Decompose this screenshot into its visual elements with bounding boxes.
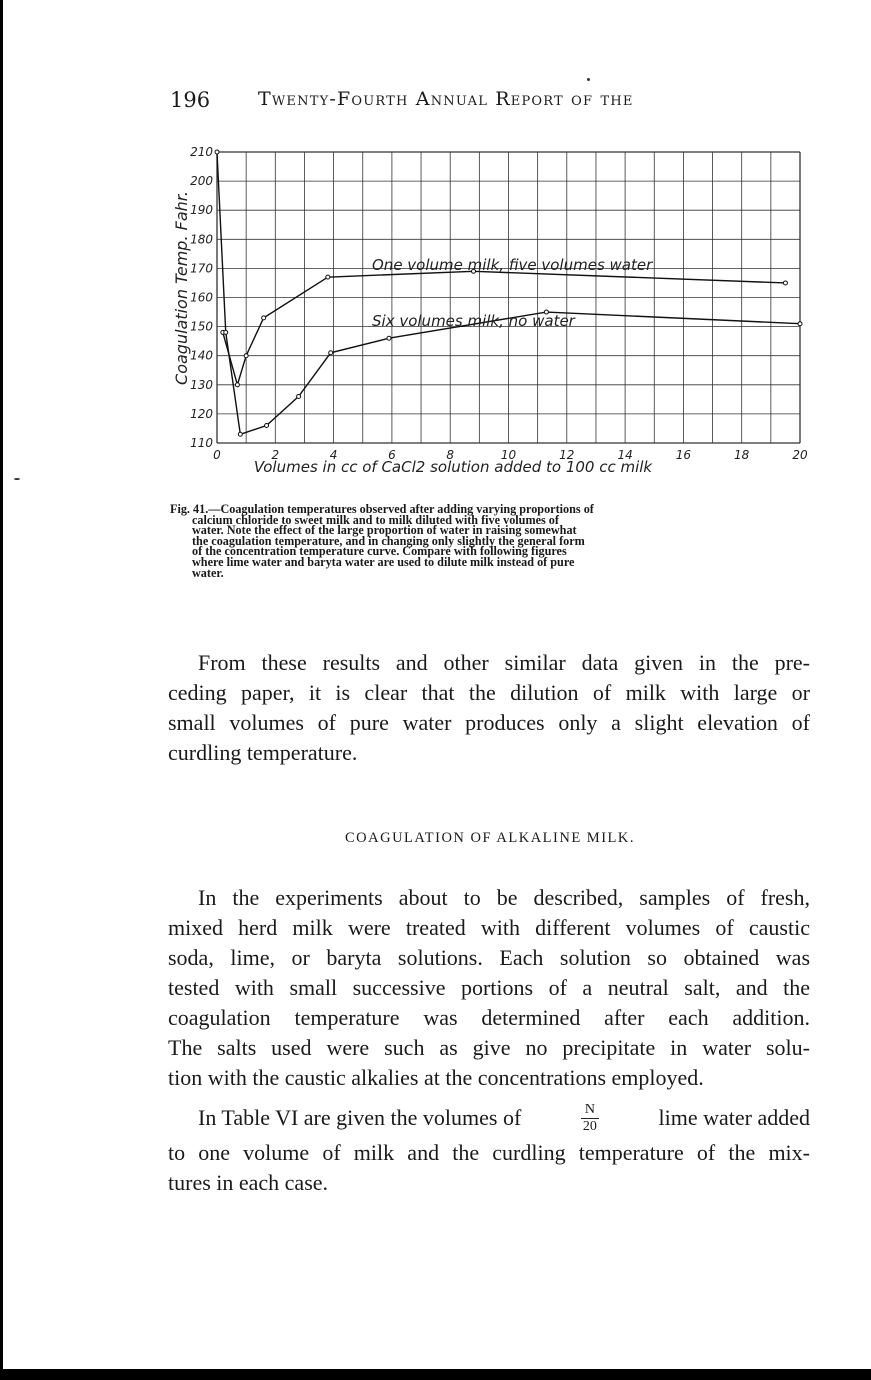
x-tick-label: 12 [559,448,575,462]
paragraph-table-vi [168,1098,810,1198]
x-axis-label: Volumes in cc of CaCl2 solution added to 100 cc milk [253,458,653,476]
x-tick-label: 16 [675,448,692,462]
text-line: From these results and other similar data given in the pre- [198,650,810,675]
data-point [224,330,228,334]
x-tick-label: 6 [388,448,396,462]
data-point [235,383,239,387]
data-point [798,322,802,326]
series-label-undiluted: Six volumes milk, no water [372,312,575,330]
text-line: tested with small successive portions of a neutral salt, and the [168,975,810,1000]
caption-line: calcium chloride to sweet milk and to milk diluted with five volumes of [192,512,559,527]
data-point [326,275,330,279]
fraction-numerator: N [581,1102,599,1119]
text-line: soda, lime, or baryta solutions. Each solution so obtained was [168,945,810,970]
caption-line: where lime water and baryta water are used to dilute milk instead of pure [192,554,575,569]
y-tick-label: 200 [190,174,213,189]
paragraph-experiments [168,883,810,1093]
text-line: In Table VI are given the volumes of [198,1105,522,1130]
series-label-diluted: One volume milk, five volumes water [372,256,653,274]
scan-left-edge [0,0,3,1380]
y-tick-label: 160 [190,290,213,305]
x-tick-label: 10 [500,448,517,462]
x-tick-label: 20 [792,448,808,462]
y-tick-label: 140 [190,348,213,363]
text-line: lime water added [658,1105,810,1130]
text-line: coagulation temperature was determined after each addition. [168,1005,810,1030]
x-tick-label: 14 [617,448,633,462]
y-tick-label: 110 [190,436,213,450]
x-tick-label: 8 [446,448,455,462]
y-tick-label: 130 [190,377,213,392]
y-tick-labels [190,145,213,450]
running-title: Twenty-Fourth Annual Report of the [258,88,634,110]
section-heading: COAGULATION OF ALKALINE MILK. [345,830,635,846]
scan-speck [587,78,590,81]
x-tick-label: 2 [271,448,280,462]
data-point [244,354,248,358]
text-line: In the experiments about to be described, samples of fresh, [198,885,810,910]
data-point [297,394,301,398]
scan-speck [14,478,20,480]
text-line: ceding paper, it is clear that the dilution of milk with large or [168,680,810,705]
data-point [238,432,242,436]
y-axis-label: Coagulation Temp. Fahr. [172,191,191,385]
y-tick-label: 190 [190,203,213,218]
data-point [262,316,266,320]
data-point [329,351,333,355]
x-tick-label: 0 [213,448,221,462]
x-tick-label: 18 [734,448,750,462]
y-tick-label: 170 [190,261,213,276]
caption-line: of the concentration temperature curve. Compare with following figures [192,544,567,559]
paragraph-dilution-results [168,648,810,768]
coagulation-chart [160,140,810,485]
caption-line: Fig. 41.—Coagulation temperatures observed after adding varying proportions of [170,502,594,516]
chart-grid [217,152,800,443]
running-header [170,88,730,118]
caption-line: water. [192,565,224,580]
y-tick-label: 150 [190,319,213,334]
y-tick-label: 210 [190,145,213,159]
fraction-denominator: 20 [582,1118,597,1134]
x-tick-label: 4 [329,448,338,462]
caption-line: the coagulation temperature, and in changing only slightly the general form [192,533,585,548]
data-point [265,424,269,428]
text-line: small volumes of pure water produces only a slight elevation of [168,710,810,735]
text-line: The salts used were such as give no precipitate in water solu- [168,1035,810,1060]
data-point [387,336,391,340]
text-line: curdling temperature. [168,740,358,765]
data-point [783,281,787,285]
data-point [215,150,219,154]
text-line: tion with the caustic alkalies at the concentrations employed. [168,1065,704,1090]
caption-line: water. Note the effect of the large proportion of water in raising somewhat [192,523,577,538]
page-number: 196 [170,88,211,112]
fraction-n-over-20 [581,1102,599,1135]
text-line: tures in each case. [168,1170,329,1195]
y-tick-label: 120 [190,406,213,421]
y-tick-label: 180 [190,232,213,247]
text-line: to one volume of milk and the curdling temperature of the mix- [168,1140,810,1165]
figure-caption [170,504,810,578]
scan-bottom-edge [0,1369,871,1380]
text-line: mixed herd milk were treated with different volumes of caustic [168,915,810,940]
